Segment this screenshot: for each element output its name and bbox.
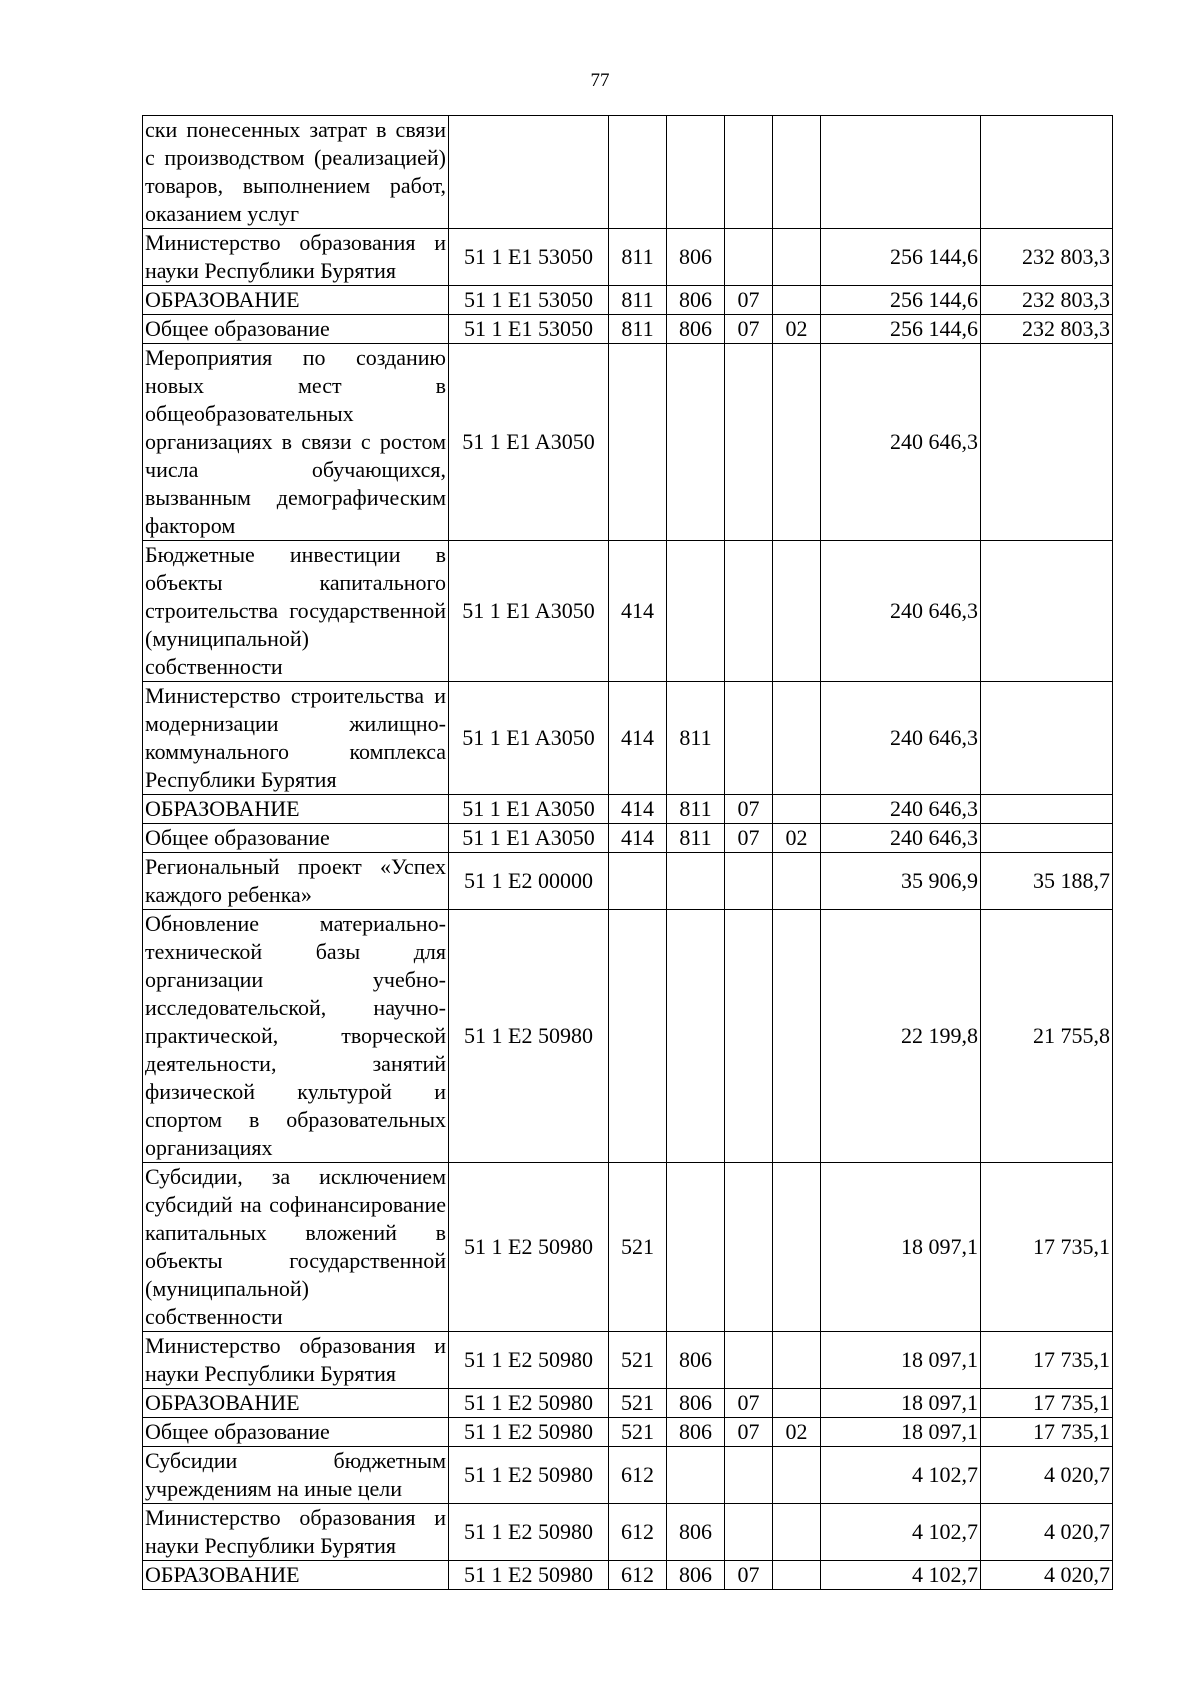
expense-type-code-cell <box>609 853 667 910</box>
expense-type-code-cell <box>609 116 667 229</box>
target-article-code-cell: 51 1 E1 A3050 <box>449 682 609 795</box>
amount-year-2-cell: 17 735,1 <box>981 1332 1113 1389</box>
target-article-code-cell: 51 1 E2 50980 <box>449 1561 609 1590</box>
item-name-cell: ски понесенных затрат в связи с производством (реализацией) товаров, выполнением работ, оказанием услуг <box>143 116 449 229</box>
ministry-code-cell: 806 <box>667 1561 725 1590</box>
expense-type-code-cell <box>609 344 667 541</box>
subsection-code-cell <box>773 1163 821 1332</box>
amount-year-2-cell <box>981 541 1113 682</box>
table-body <box>143 116 1113 1590</box>
page-number: 77 <box>590 70 610 91</box>
target-article-code-cell: 51 1 E2 00000 <box>449 853 609 910</box>
subsection-code-cell <box>773 1389 821 1418</box>
expense-type-code-cell: 414 <box>609 795 667 824</box>
amount-year-2-cell <box>981 795 1113 824</box>
section-code-cell <box>725 1332 773 1389</box>
amount-year-2-cell: 232 803,3 <box>981 315 1113 344</box>
table-row <box>143 1332 1113 1389</box>
amount-year-1-cell: 4 102,7 <box>821 1504 981 1561</box>
target-article-code-cell: 51 1 E1 53050 <box>449 286 609 315</box>
expense-type-code-cell: 521 <box>609 1163 667 1332</box>
expense-type-code-cell: 414 <box>609 682 667 795</box>
amount-year-1-cell: 256 144,6 <box>821 315 981 344</box>
table-row <box>143 1447 1113 1504</box>
amount-year-2-cell <box>981 824 1113 853</box>
budget-table <box>142 115 1113 1590</box>
expense-type-code-cell: 414 <box>609 541 667 682</box>
table-row <box>143 1504 1113 1561</box>
expense-type-code-cell: 811 <box>609 229 667 286</box>
subsection-code-cell <box>773 682 821 795</box>
target-article-code-cell: 51 1 E2 50980 <box>449 910 609 1163</box>
target-article-code-cell: 51 1 E2 50980 <box>449 1332 609 1389</box>
section-code-cell: 07 <box>725 824 773 853</box>
amount-year-2-cell: 4 020,7 <box>981 1447 1113 1504</box>
subsection-code-cell: 02 <box>773 824 821 853</box>
ministry-code-cell: 811 <box>667 682 725 795</box>
item-name-cell: Общее образование <box>143 1418 449 1447</box>
expense-type-code-cell <box>609 910 667 1163</box>
item-name-cell: Региональный проект «Успех каждого ребенка» <box>143 853 449 910</box>
amount-year-1-cell: 256 144,6 <box>821 286 981 315</box>
section-code-cell <box>725 1504 773 1561</box>
table-row <box>143 853 1113 910</box>
section-code-cell <box>725 1447 773 1504</box>
ministry-code-cell <box>667 1447 725 1504</box>
expense-type-code-cell: 521 <box>609 1389 667 1418</box>
expense-type-code-cell: 414 <box>609 824 667 853</box>
item-name-cell: ОБРАЗОВАНИЕ <box>143 1561 449 1590</box>
amount-year-2-cell <box>981 682 1113 795</box>
section-code-cell: 07 <box>725 1389 773 1418</box>
amount-year-1-cell: 4 102,7 <box>821 1561 981 1590</box>
item-name-cell: ОБРАЗОВАНИЕ <box>143 795 449 824</box>
amount-year-2-cell: 17 735,1 <box>981 1163 1113 1332</box>
table-row <box>143 315 1113 344</box>
ministry-code-cell <box>667 1163 725 1332</box>
item-name-cell: ОБРАЗОВАНИЕ <box>143 286 449 315</box>
expense-type-code-cell: 811 <box>609 315 667 344</box>
section-code-cell <box>725 682 773 795</box>
table-row <box>143 116 1113 229</box>
subsection-code-cell <box>773 853 821 910</box>
item-name-cell: Общее образование <box>143 315 449 344</box>
amount-year-1-cell: 18 097,1 <box>821 1389 981 1418</box>
subsection-code-cell <box>773 229 821 286</box>
table-row <box>143 1418 1113 1447</box>
amount-year-2-cell: 21 755,8 <box>981 910 1113 1163</box>
section-code-cell: 07 <box>725 1418 773 1447</box>
subsection-code-cell <box>773 1504 821 1561</box>
table-row <box>143 1561 1113 1590</box>
item-name-cell: Обновление материально-технической базы для организации учебно-исследовательской, научно-практической, творческой деятельности, занятий физической культурой и спортом в образовательных организациях <box>143 910 449 1163</box>
item-name-cell: Общее образование <box>143 824 449 853</box>
amount-year-1-cell: 22 199,8 <box>821 910 981 1163</box>
ministry-code-cell: 806 <box>667 1504 725 1561</box>
section-code-cell <box>725 116 773 229</box>
target-article-code-cell: 51 1 E1 A3050 <box>449 541 609 682</box>
amount-year-1-cell: 240 646,3 <box>821 344 981 541</box>
amount-year-2-cell: 232 803,3 <box>981 286 1113 315</box>
ministry-code-cell <box>667 541 725 682</box>
amount-year-2-cell: 232 803,3 <box>981 229 1113 286</box>
ministry-code-cell: 806 <box>667 1418 725 1447</box>
subsection-code-cell <box>773 1561 821 1590</box>
item-name-cell: Министерство образования и науки Республики Бурятия <box>143 1332 449 1389</box>
target-article-code-cell: 51 1 E1 A3050 <box>449 795 609 824</box>
amount-year-2-cell <box>981 344 1113 541</box>
ministry-code-cell: 806 <box>667 1332 725 1389</box>
section-code-cell: 07 <box>725 286 773 315</box>
amount-year-1-cell: 256 144,6 <box>821 229 981 286</box>
subsection-code-cell <box>773 116 821 229</box>
amount-year-2-cell: 4 020,7 <box>981 1504 1113 1561</box>
ministry-code-cell: 811 <box>667 824 725 853</box>
target-article-code-cell: 51 1 E1 A3050 <box>449 824 609 853</box>
subsection-code-cell <box>773 1447 821 1504</box>
target-article-code-cell: 51 1 E2 50980 <box>449 1389 609 1418</box>
expense-type-code-cell: 612 <box>609 1561 667 1590</box>
subsection-code-cell: 02 <box>773 315 821 344</box>
section-code-cell: 07 <box>725 1561 773 1590</box>
amount-year-2-cell <box>981 116 1113 229</box>
ministry-code-cell: 806 <box>667 1389 725 1418</box>
amount-year-2-cell: 17 735,1 <box>981 1418 1113 1447</box>
amount-year-1-cell: 18 097,1 <box>821 1332 981 1389</box>
subsection-code-cell <box>773 344 821 541</box>
target-article-code-cell: 51 1 E1 53050 <box>449 229 609 286</box>
expense-type-code-cell: 521 <box>609 1332 667 1389</box>
amount-year-2-cell: 4 020,7 <box>981 1561 1113 1590</box>
subsection-code-cell <box>773 910 821 1163</box>
ministry-code-cell: 806 <box>667 315 725 344</box>
table-row <box>143 910 1113 1163</box>
ministry-code-cell: 806 <box>667 286 725 315</box>
table-row <box>143 229 1113 286</box>
item-name-cell: Министерство образования и науки Республики Бурятия <box>143 1504 449 1561</box>
amount-year-1-cell: 240 646,3 <box>821 824 981 853</box>
table-row <box>143 795 1113 824</box>
ministry-code-cell <box>667 116 725 229</box>
item-name-cell: Министерство строительства и модернизации жилищно-коммунального комплекса Республики Бурятия <box>143 682 449 795</box>
expense-type-code-cell: 612 <box>609 1447 667 1504</box>
section-code-cell <box>725 1163 773 1332</box>
amount-year-1-cell: 18 097,1 <box>821 1163 981 1332</box>
item-name-cell: Министерство образования и науки Республики Бурятия <box>143 229 449 286</box>
item-name-cell: Мероприятия по созданию новых мест в общеобразовательных организациях в связи с ростом числа обучающихся, вызванным демографическим фактором <box>143 344 449 541</box>
item-name-cell: Бюджетные инвестиции в объекты капитального строительства государственной (муниципальной) собственности <box>143 541 449 682</box>
ministry-code-cell <box>667 853 725 910</box>
table-row <box>143 1389 1113 1418</box>
amount-year-1-cell: 4 102,7 <box>821 1447 981 1504</box>
expense-type-code-cell: 521 <box>609 1418 667 1447</box>
section-code-cell <box>725 541 773 682</box>
target-article-code-cell: 51 1 E2 50980 <box>449 1447 609 1504</box>
amount-year-1-cell: 240 646,3 <box>821 795 981 824</box>
expense-type-code-cell: 612 <box>609 1504 667 1561</box>
expense-type-code-cell: 811 <box>609 286 667 315</box>
subsection-code-cell: 02 <box>773 1418 821 1447</box>
ministry-code-cell: 811 <box>667 795 725 824</box>
amount-year-2-cell: 35 188,7 <box>981 853 1113 910</box>
target-article-code-cell: 51 1 E2 50980 <box>449 1418 609 1447</box>
section-code-cell <box>725 344 773 541</box>
table-row <box>143 682 1113 795</box>
target-article-code-cell: 51 1 E1 A3050 <box>449 344 609 541</box>
target-article-code-cell: 51 1 E1 53050 <box>449 315 609 344</box>
item-name-cell: ОБРАЗОВАНИЕ <box>143 1389 449 1418</box>
table-row <box>143 286 1113 315</box>
subsection-code-cell <box>773 1332 821 1389</box>
item-name-cell: Субсидии, за исключением субсидий на софинансирование капитальных вложений в объекты государственной (муниципальной) собственности <box>143 1163 449 1332</box>
table-row <box>143 824 1113 853</box>
amount-year-1-cell: 18 097,1 <box>821 1418 981 1447</box>
item-name-cell: Субсидии бюджетным учреждениям на иные цели <box>143 1447 449 1504</box>
subsection-code-cell <box>773 795 821 824</box>
table-row <box>143 541 1113 682</box>
section-code-cell <box>725 229 773 286</box>
amount-year-1-cell <box>821 116 981 229</box>
amount-year-1-cell: 240 646,3 <box>821 682 981 795</box>
target-article-code-cell: 51 1 E2 50980 <box>449 1163 609 1332</box>
amount-year-2-cell: 17 735,1 <box>981 1389 1113 1418</box>
section-code-cell: 07 <box>725 315 773 344</box>
ministry-code-cell: 806 <box>667 229 725 286</box>
target-article-code-cell <box>449 116 609 229</box>
section-code-cell <box>725 910 773 1163</box>
target-article-code-cell: 51 1 E2 50980 <box>449 1504 609 1561</box>
amount-year-1-cell: 35 906,9 <box>821 853 981 910</box>
section-code-cell: 07 <box>725 795 773 824</box>
section-code-cell <box>725 853 773 910</box>
subsection-code-cell <box>773 286 821 315</box>
amount-year-1-cell: 240 646,3 <box>821 541 981 682</box>
ministry-code-cell <box>667 344 725 541</box>
table-row <box>143 1163 1113 1332</box>
ministry-code-cell <box>667 910 725 1163</box>
subsection-code-cell <box>773 541 821 682</box>
table-row <box>143 344 1113 541</box>
